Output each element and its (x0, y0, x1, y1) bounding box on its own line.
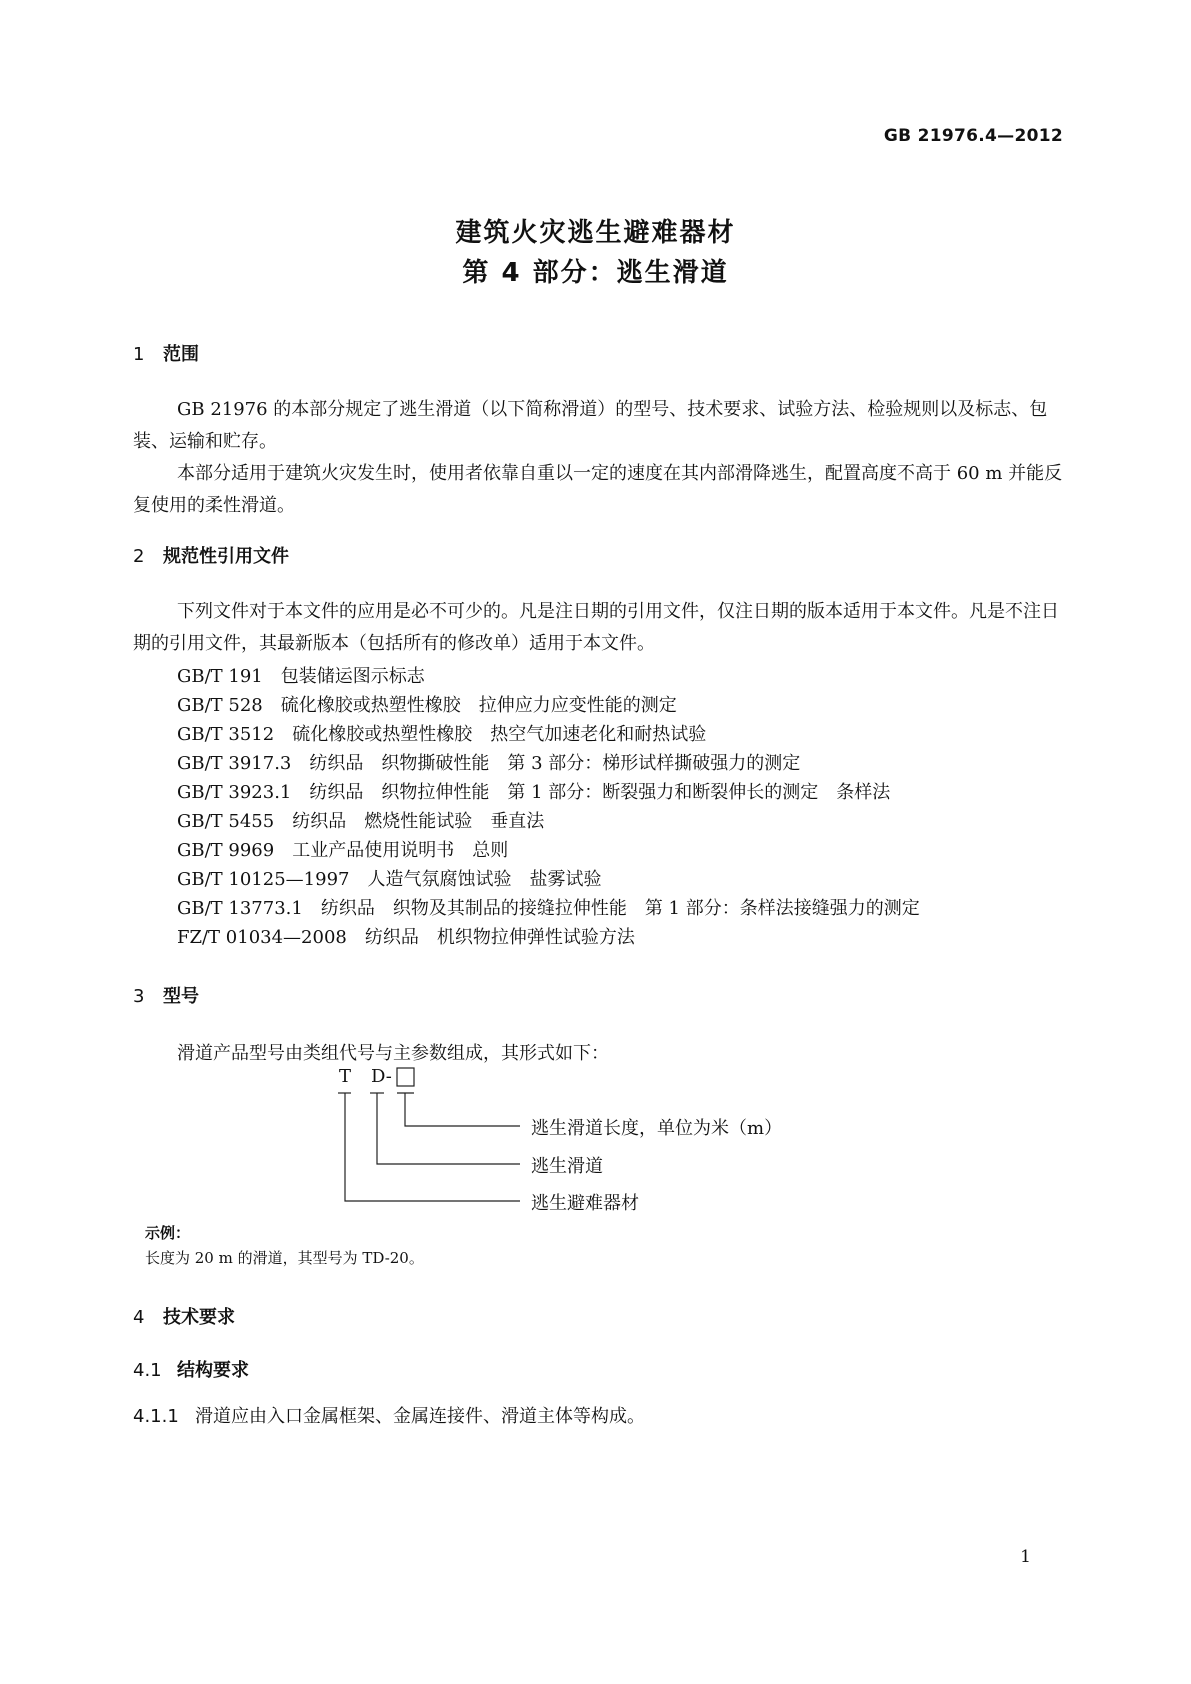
parameter-placeholder-box (397, 1068, 414, 1086)
paragraph-text: GB 21976 的本部分规定了逃生滑道（以下简称滑道）的型号、技术要求、试验方法、检验规则以及标志、包装、运输和贮存。 (133, 399, 1048, 452)
reference-item: GB/T 191 包装储运图示标志 (177, 666, 425, 687)
label-escape-slide: 逃生滑道 (531, 1156, 603, 1177)
reference-item: GB/T 3923.1 纺织品 织物拉伸性能 第 1 部分：断裂强力和断裂伸长的测定 条样法 (177, 782, 891, 803)
document-title: 建筑火灾逃生避难器材 (455, 218, 736, 248)
subsection-4-1-heading (133, 1356, 249, 1382)
reference-item: GB/T 9969 工业产品使用说明书 总则 (177, 840, 509, 861)
subsection-number: 4.1 (133, 1360, 162, 1381)
reference-item: GB/T 528 硫化橡胶或热塑性橡胶 拉伸应力应变性能的测定 (177, 695, 677, 716)
reference-item: GB/T 13773.1 纺织品 织物及其制品的接缝拉伸性能 第 1 部分：条样法接缝强力的测定 (177, 898, 920, 919)
paragraph-text: 本部分适用于建筑火灾发生时，使用者依靠自重以一定的速度在其内部滑降逃生，配置高度不高于 60 m 并能反复使用的柔性滑道。 (133, 463, 1063, 516)
page-number: 1 (1020, 1547, 1031, 1567)
section-3-paragraph: 滑道产品型号由类组代号与主参数组成，其形式如下： (177, 1043, 609, 1064)
clause-4-1-1 (133, 1402, 645, 1428)
section-title: 范围 (163, 344, 199, 365)
standard-number: GB 21976.4—2012 (883, 126, 1063, 146)
reference-item: GB/T 3512 硫化橡胶或热塑性橡胶 热空气加速老化和耐热试验 (177, 724, 707, 745)
code-letter-t: T (339, 1066, 352, 1087)
label-escape-equipment: 逃生避难器材 (531, 1193, 639, 1214)
reference-item: FZ/T 01034—2008 纺织品 机织物拉伸弹性试验方法 (177, 927, 635, 948)
section-number: 4 (133, 1307, 145, 1328)
reference-item: GB/T 3917.3 纺织品 织物撕破性能 第 3 部分：梯形试样撕破强力的测定 (177, 753, 801, 774)
example-heading: 示例： (145, 1224, 191, 1242)
leader-line-slide (377, 1093, 520, 1164)
section-title: 技术要求 (163, 1307, 235, 1328)
example-text: 长度为 20 m 的滑道，其型号为 TD-20。 (145, 1249, 424, 1267)
code-letter-d: D- (371, 1066, 392, 1087)
leader-line-length (405, 1093, 520, 1126)
paragraph-text: 下列文件对于本文件的应用是必不可少的。凡是注日期的引用文件，仅注日期的版本适用于本文件。凡是不注日期的引用文件，其最新版本（包括所有的修改单）适用于本文件。 (133, 601, 1059, 654)
reference-item: GB/T 5455 纺织品 燃烧性能试验 垂直法 (177, 811, 545, 832)
section-number: 2 (133, 546, 145, 567)
reference-item: GB/T 10125—1997 人造气氛腐蚀试验 盐雾试验 (177, 869, 602, 890)
section-number: 3 (133, 986, 145, 1007)
document-subtitle: 第 4 部分：逃生滑道 (462, 258, 729, 288)
subsection-title: 结构要求 (177, 1360, 249, 1381)
leader-line-equipment (345, 1093, 520, 1201)
clause-number: 4.1.1 (133, 1406, 179, 1427)
section-number: 1 (133, 344, 145, 365)
clause-text: 滑道应由入口金属框架、金属连接件、滑道主体等构成。 (195, 1406, 645, 1427)
section-4-heading (133, 1303, 235, 1329)
label-slide-length: 逃生滑道长度，单位为米（m） (531, 1118, 783, 1139)
section-title: 型号 (163, 986, 199, 1007)
section-title: 规范性引用文件 (163, 546, 289, 567)
